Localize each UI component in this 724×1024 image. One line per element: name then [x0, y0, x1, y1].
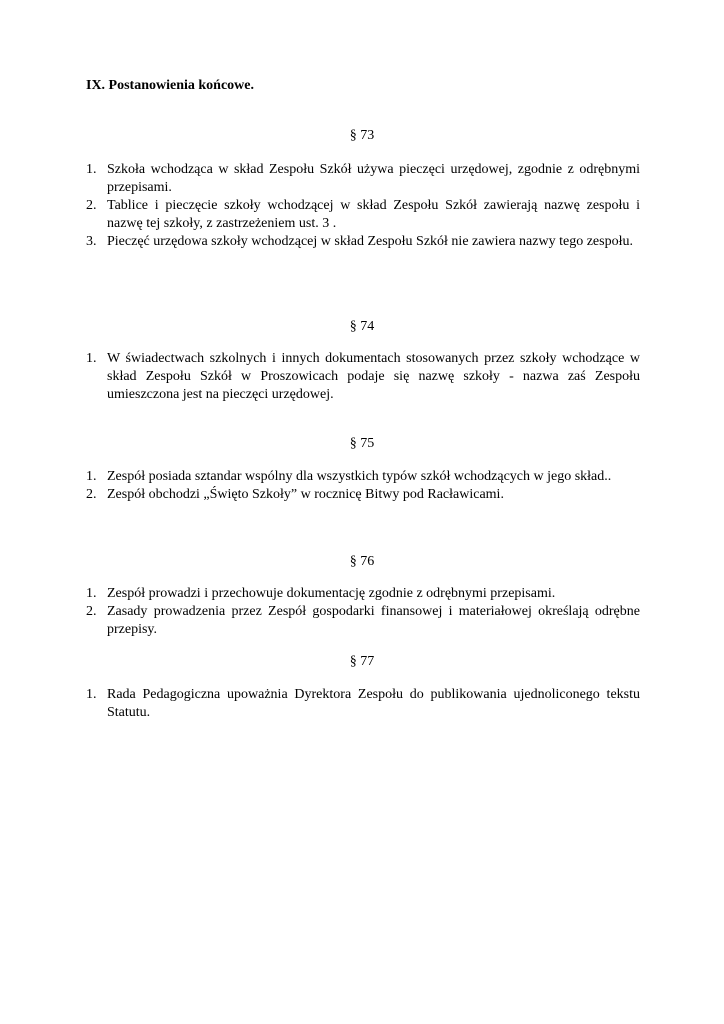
paragraph-77-heading: § 77 [349, 654, 375, 669]
list-item [86, 486, 640, 504]
paragraph-77-list [86, 686, 640, 722]
list-item [86, 350, 640, 404]
list-item-text: Zespół obchodzi „Święto Szkoły” w rocznicę Bitwy pod Racławicami. [107, 487, 504, 502]
list-item [86, 233, 640, 251]
list-item-number: 1. [86, 469, 97, 484]
paragraph-76-heading: § 76 [349, 554, 375, 569]
list-item-number: 2. [86, 487, 97, 502]
list-item-text: Zespół prowadzi i przechowuje dokumentację zgodnie z odrębnymi przepisami. [107, 586, 556, 601]
paragraph-75-heading: § 75 [349, 436, 375, 451]
list-item [86, 468, 640, 486]
list-item [86, 161, 640, 197]
list-item [86, 585, 640, 603]
list-item-text: Pieczęć urzędowa szkoły wchodzącej w skład Zespołu Szkół nie zawiera nazwy tego zespołu. [107, 234, 633, 249]
list-item-number: 1. [86, 687, 97, 702]
paragraph-74-list [86, 350, 640, 404]
paragraph-75-list [86, 468, 640, 504]
list-item-text: Zespół posiada sztandar wspólny dla wszystkich typów szkół wchodzących w jego skład.. [107, 469, 612, 484]
list-item-text: Rada Pedagogiczna upoważnia Dyrektora Zespołu do publikowania ujednoliconego tekstu Statutu. [107, 687, 640, 720]
list-item-text: Szkoła wchodząca w skład Zespołu Szkół używa pieczęci urzędowej, zgodnie z odrębnymi przepisami. [107, 162, 640, 195]
list-item [86, 686, 640, 722]
list-item-number: 2. [86, 198, 97, 213]
paragraph-73-heading: § 73 [349, 128, 375, 143]
list-item [86, 197, 640, 233]
list-item-number: 1. [86, 351, 97, 366]
list-item-text: Tablice i pieczęcie szkoły wchodzącej w skład Zespołu Szkół zawierają nazwę zespołu i nazwę tej szkoły, z zastrzeżeniem ust. 3 . [107, 198, 640, 231]
paragraph-76-list [86, 585, 640, 639]
section-title: IX. Postanowienia końcowe. [86, 78, 255, 93]
list-item [86, 603, 640, 639]
paragraph-73-list [86, 161, 640, 251]
list-item-number: 1. [86, 162, 97, 177]
list-item-text: Zasady prowadzenia przez Zespół gospodarki finansowej i materiałowej określają odrębne przepisy. [107, 604, 640, 637]
list-item-number: 1. [86, 586, 97, 601]
paragraph-74-heading: § 74 [349, 319, 375, 334]
list-item-number: 2. [86, 604, 97, 619]
list-item-text: W świadectwach szkolnych i innych dokumentach stosowanych przez szkoły wchodzące w skład Zespołu Szkół w Proszowicach podaje się nazwę szkoły - nazwa zaś Zespołu umieszczona jest na pieczęci urzędowej. [107, 351, 640, 402]
list-item-number: 3. [86, 234, 97, 249]
